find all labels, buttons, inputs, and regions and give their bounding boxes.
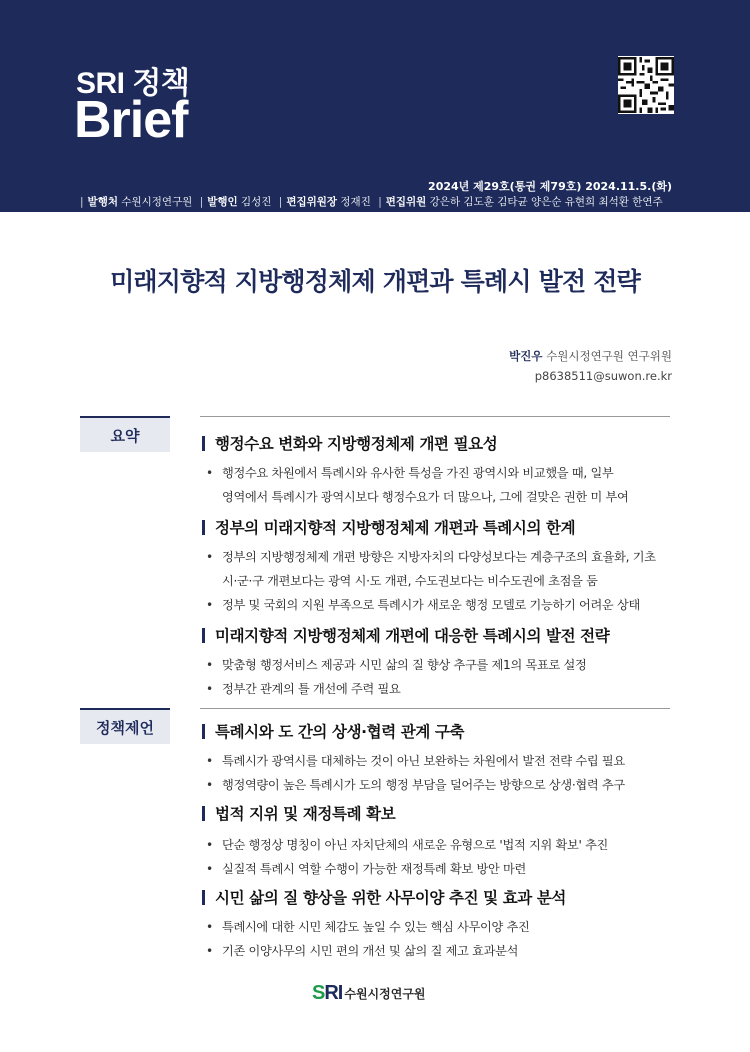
bullet-item: • 특례시에 대한 시민 체감도 높일 수 있는 핵심 사무이양 추진 (206, 920, 530, 934)
header-banner (0, 0, 750, 212)
heading-bar (202, 520, 205, 535)
policy-tag: 정책제언 (80, 708, 170, 744)
divider (200, 708, 670, 709)
section-heading: 행정수요 변화와 지방행정체제 개편 필요성 (202, 432, 497, 454)
bullet-item: • 실질적 특례시 역할 수행이 가능한 재정특례 확보 방안 마련 (206, 862, 526, 876)
bullet-item: • 맞춤형 행정서비스 제공과 시민 삶의 질 향상 추구를 제1의 목표로 설정 (206, 658, 587, 672)
heading-bar (202, 436, 205, 451)
bullet-item: • 정부의 지방행정체제 개편 방향은 지방자치의 다양성보다는 계층구조의 효율화, 기초 (206, 550, 656, 564)
heading-bar (202, 890, 205, 905)
bullet-item: • 단순 행정상 명칭이 아닌 자치단체의 새로운 유형으로 '법적 지위 확보' 추진 (206, 838, 609, 852)
brand-title: SRI 정책 (76, 67, 190, 100)
bullet-item-continued: 영역에서 특례시가 광역시보다 행정수요가 더 많으나, 그에 걸맞은 권한 미 부여 (222, 490, 629, 504)
bullet-item: • 기존 이양사무의 시민 편의 개선 및 삶의 질 제고 효과분석 (206, 944, 519, 958)
sri-logo-mark: SRI (312, 982, 343, 1004)
bullet-item: • 행정역량이 높은 특례시가 도의 행정 부담을 덜어주는 방향으로 상생·협력 추구 (206, 778, 625, 792)
section-heading: 특례시와 도 간의 상생·협력 관계 구축 (202, 720, 464, 742)
section-heading: 시민 삶의 질 향상을 위한 사무이양 추진 및 효과 분석 (202, 886, 566, 908)
qr-code-icon[interactable] (618, 56, 674, 114)
author-affiliation: 수원시정연구원 연구위원 (546, 349, 672, 363)
bullet-item: • 특례시가 광역시를 대체하는 것이 아닌 보완하는 차원에서 발전 전략 수립 필요 (206, 754, 625, 768)
section-heading: 미래지향적 지방행정체제 개편에 대응한 특례시의 발전 전략 (202, 624, 609, 646)
author-name: 박진우 (509, 349, 543, 363)
heading-bar (202, 806, 205, 821)
sri-logo-text: 수원시정연구원 (344, 987, 426, 1001)
bullet-item: • 정부간 관계의 틀 개선에 주력 필요 (206, 682, 401, 696)
author-block (509, 348, 672, 383)
divider (200, 416, 670, 417)
heading-bar (202, 628, 205, 643)
section-heading: 법적 지위 및 재정특례 확보 (202, 802, 395, 824)
bullet-item: • 정부 및 국회의 지원 부족으로 특례시가 새로운 행정 모델로 기능하기 어려운 상태 (206, 598, 640, 612)
summary-tag: 요약 (80, 416, 170, 452)
heading-bar (202, 724, 205, 739)
issue-info: 2024년 제29호(통권 제79호) 2024.11.5.(화) (428, 180, 672, 193)
document-title: 미래지향적 지방행정체제 개편과 특례시 발전 전략 (110, 267, 640, 296)
author-email[interactable]: p8638511@suwon.re.kr (534, 369, 672, 383)
sri-logo (312, 982, 426, 1005)
brand-subtitle: Brief (74, 91, 188, 149)
section-heading: 정부의 미래지향적 지방행정체제 개편과 특례시의 한계 (202, 516, 575, 538)
bullet-item: • 행정수요 차원에서 특례시와 유사한 특성을 가진 광역시와 비교했을 때, 일부 (206, 466, 614, 480)
staff-line: | 발행처 수원시정연구원 | 발행인 김성진 | 편집위원장 정재진 | 편집위원 강은하 김도훈 김타균 양은순 유현희 최석환 한연주 (80, 196, 663, 208)
bullet-item-continued: 시·군·구 개편보다는 광역 시·도 개편, 수도권보다는 비수도권에 초점을 둠 (222, 574, 598, 588)
